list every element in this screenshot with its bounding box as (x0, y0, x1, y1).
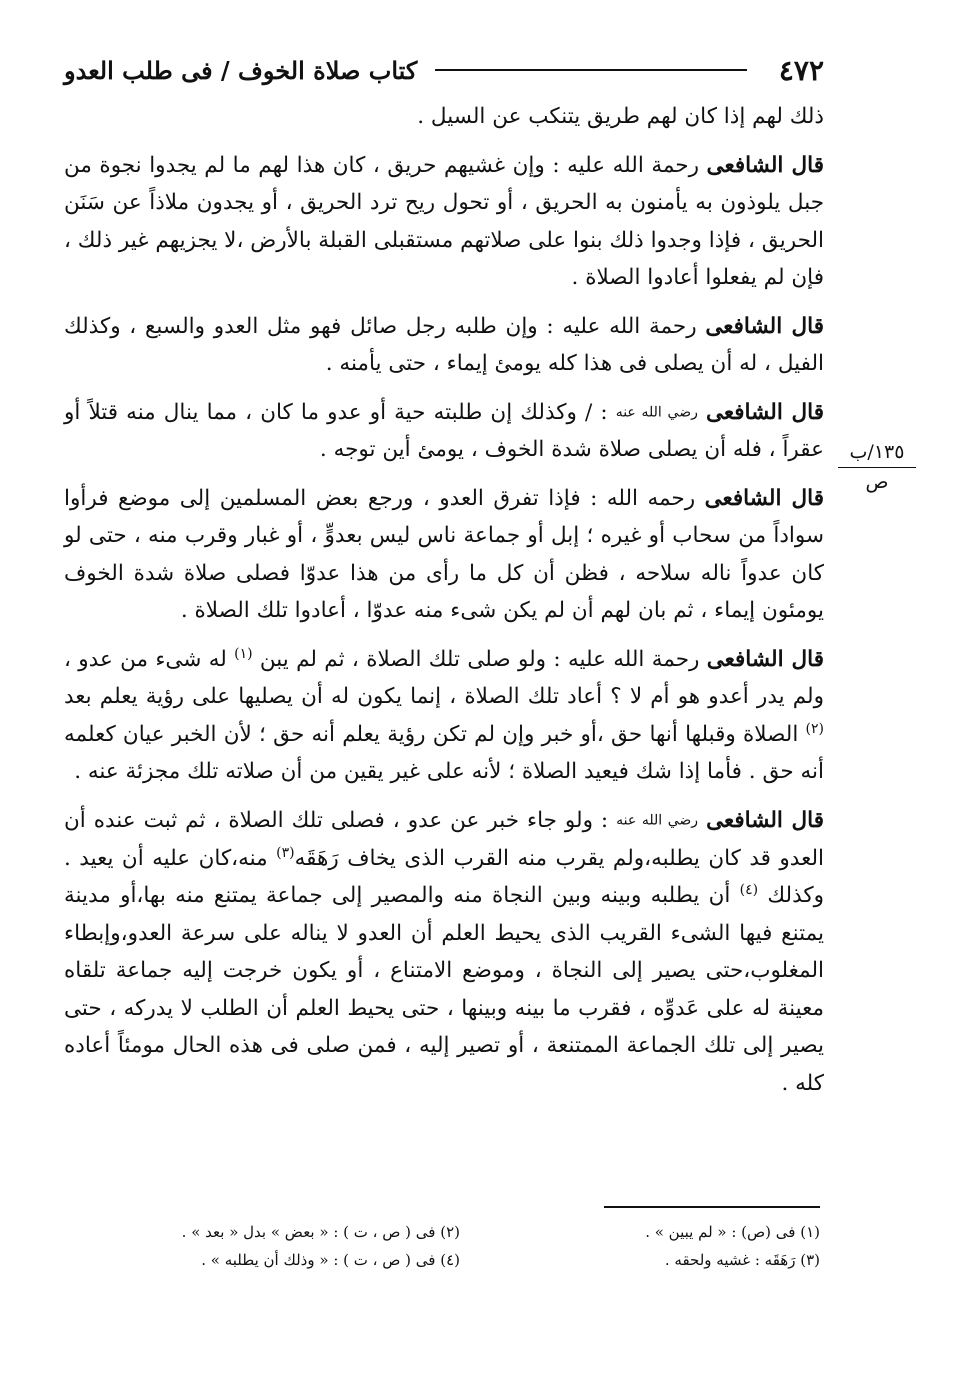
footnote-ref-3[interactable]: (٣) (276, 844, 295, 861)
paragraph-text: رحمه الله : فإذا تفرق العدو ، ورجع بعض المسلمين إلى موضع فرأوا سواداً من سحاب أو غيره ؛ إبل أو جماعة ناس ليس بعدوٍّ ، أو غبار وقرب منه ، حتى لو كان عدواً ناله سلاحه ، فظن أن كل ما رأى من هذا عدوّا فصلى صلاة شدة الخوف يومئون إيماء ، ثم بان لهم أن لم يكن شىء منه عدوّا ، أعادوا تلك الصلاة . (64, 485, 824, 624)
paragraph-1 (64, 98, 824, 136)
paragraph-lead: قال الشافعى (706, 152, 825, 178)
footnote-ref-2[interactable]: (٢) (805, 720, 824, 737)
running-title: كتاب صلاة الخوف / فى طلب العدو (64, 55, 418, 85)
paragraph-3 (64, 308, 824, 383)
paragraph-text: أن يطلبه وبينه وبين النجاة منه والمصير إلى جماعة يمتنع منه بها،أو مدينة يمتنع فيها الشىء القريب الذى يحيط العلم أن العدو لا يناله على سرعة العدو،وإبطاء المغلوب،حتى يصير إلى النجاة ، وموضع الامتناع ، أو يكون خرجت إليه جماعة تلقاه معينة له على عَدوِّه ، فقرب ما بينه وبينها ، حتى يحيط العلم أن الطلب لا يدركه ، حتى يصير إلى تلك الجماعة الممتنعة ، أو تصير إليه ، فمن صلى فى هذه الحال مومئاً أعاده كله . (64, 883, 824, 1096)
footnote-ref-4[interactable]: (٤) (739, 881, 759, 898)
paragraph-6 (64, 641, 824, 791)
page-number: ٤٧٢ (778, 53, 824, 87)
paragraph-lead: قال الشافعى (706, 807, 824, 833)
footnote-4: (٤) فى ( ص ، ت ) : « وذلك أن يطلبه » . (201, 1251, 460, 1269)
page-header (64, 50, 824, 90)
footnote-row (100, 1246, 820, 1274)
paragraph-text: رحمة الله عليه : وإن غشيهم حريق ، كان هذا لهم ما لم يجدوا نجوة من جبل يلوذون به يأمنون به الحريق ، أو تحول ريح ترد الحريق ، أو يجدون ملاذاً عن سَنَن الحريق ، فإذا وجدوا ذلك بنوا على صلاتهم مستقبلى القبلة بالأرض ،لا يجزيهم غير ذلك ، فإن لم يفعلوا أعادوا الصلاة . (64, 152, 824, 290)
footnote-row (100, 1218, 820, 1246)
margin-manuscript-siglum: ص (865, 471, 889, 493)
paragraph-2 (64, 147, 824, 297)
footnote-3: (٣) رَهَقَه : غشيه ولحقه . (664, 1251, 820, 1269)
footnote-1: (١) فى (ص) : « لم يبين » . (645, 1223, 820, 1241)
paragraph-5 (64, 480, 824, 630)
paragraph-text: رحمة الله عليه : ولو صلى تلك الصلاة ، ثم لم يبن (252, 646, 707, 672)
paragraph-text: : / وكذلك إن طلبته حية أو عدو ما كان ، مما ينال منه قتلاً أو عقراً ، فله أن يصلى صلاة شدة الخوف ، يومئ أين توجه . (64, 399, 824, 463)
paragraph-text: منه،كان عليه أن يعيد . وكذلك (64, 845, 824, 908)
paragraph-4 (64, 394, 824, 469)
main-text (64, 98, 824, 1113)
paragraph-text: الصلاة وقبلها أنها حق ،أو خبر وإن لم تكن رؤية يعلم أنه حق ؛ لأن الخبر عيان كعلمه أنه حق . فأما إذا شك فيعيد الصلاة ؛ لأنه على غير يقين من أن صلاته تلك مجزئة عنه . (64, 721, 824, 785)
paragraph-7 (64, 802, 824, 1102)
paragraph-text: له شىء من عدو ، ولم يدر أعدو هو أم لا ؟ أعاد تلك الصلاة ، إنما يكون له أن يصليها على رؤية يعلم بعد (64, 646, 824, 710)
footnote-2: (٢) فى ( ص ، ت ) : « بعض » بدل « بعد » . (181, 1223, 460, 1241)
paragraph-text: : ولو جاء خبر عن عدو ، فصلى تلك الصلاة ، ثم ثبت عنده أن العدو قد كان يطلبه،ولم يقرب منه القرب الذى يخاف رَهَقَه (64, 807, 824, 871)
paragraph-lead: قال الشافعى (706, 646, 824, 672)
paragraph-lead: قال الشافعى (704, 485, 825, 511)
paragraph-lead: قال الشافعى (705, 399, 825, 425)
honorific-symbol: رضي الله عنه (615, 403, 698, 420)
paragraph-lead: قال الشافعى (705, 313, 824, 339)
footnotes (100, 1218, 820, 1274)
margin-folio-ref: ١٣٥/ب (838, 438, 916, 468)
manuscript-margin-note (838, 438, 916, 496)
honorific-symbol: رضي الله عنه (616, 812, 699, 828)
footnote-rule (604, 1206, 820, 1208)
paragraph-text: ذلك لهم إذا كان لهم طريق يتنكب عن السيل . (417, 104, 824, 129)
header-rule (435, 69, 747, 71)
paragraph-text: رحمة الله عليه : وإن طلبه رجل صائل فهو مثل العدو والسبع ، وكذلك الفيل ، له أن يصلى فى هذا كله يومئ إيماء ، حتى يأمنه . (64, 313, 824, 376)
footnote-ref-1[interactable]: (١) (234, 645, 253, 662)
